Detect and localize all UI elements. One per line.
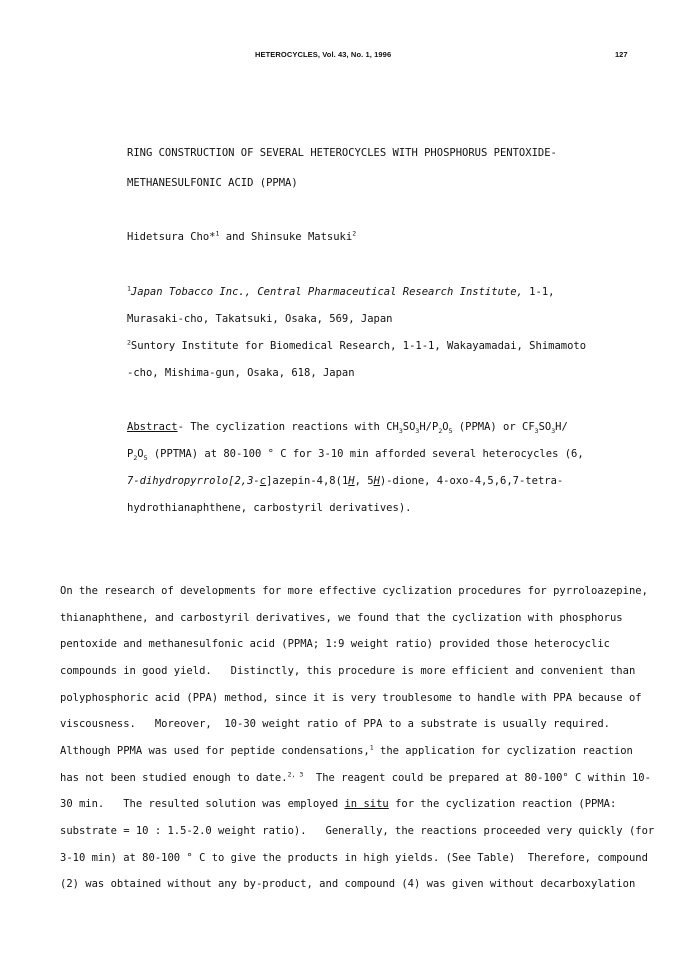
abstract-line-3: 7-dihydropyrrolo[2,3-c]azepin-4,8(1H, 5H)-dione, 4-oxo-4,5,6,7-tetra- [127,475,564,487]
citation-mark: 1 [369,743,374,752]
author-1-affiliation-mark: 1 [215,229,220,238]
running-head: HETEROCYCLES, Vol. 43, No. 1, 1996 [255,50,392,59]
affiliation-1-line-1 [127,286,554,298]
body-line-6: viscousness. Moreover, 10-30 weight ratio of PPA to a substrate is usually required. [60,718,610,730]
article-title-line-2: METHANESULFONIC ACID (PPMA) [127,177,298,189]
abstract-line-2: $P_2O_5$ (PPTMA) at 80-100 ° C for 3-10 min afforded several heterocycles (6, [127,448,584,463]
body-line-8: has not been studied enough to date.$^{2, 3}$ The reagent could be prepared at 80-100° C within 10- [60,770,651,784]
body-line-5: polyphosphoric acid (PPA) method, since it is very troublesome to handle with PPA because of [60,692,642,704]
article-title-line-1: RING CONSTRUCTION OF SEVERAL HETEROCYCLES WITH PHOSPHORUS PENTOXIDE- [127,147,557,159]
body-line-10: substrate = 10 : 1.5-2.0 weight ratio). Generally, the reactions proceeded very quickly (for [60,825,655,837]
affiliation-1-address: 1-1, [522,286,555,298]
body-line-11: 3-10 min) at 80-100 ° C to give the products in high yields. (See Table) Therefore, compound [60,852,648,864]
affiliation-2-name: Suntory Institute for Biomedical Research, 1-1-1, Wakayamadai, Shimamoto [130,340,587,352]
body-line-7: Although PPMA was used for peptide condensations,$^1$ the application for cyclization reaction [60,743,633,757]
author-2-affiliation-mark: 2 [352,229,357,238]
abstract-line-4: hydrothianaphthene, carbostyril derivatives). [127,502,412,514]
citation-mark: 2, 3 [287,770,304,779]
affiliation-1-line-2: Murasaki-cho, Takatsuki, Osaka, 569, Japan [127,313,393,325]
affiliation-1-name: Japan Tobacco Inc., Central Pharmaceutical Research Institute, [130,286,523,298]
body-line-12: (2) was obtained without any by-product, and compound (4) was given without decarboxylation [60,878,636,890]
author-1: Hidetsura Cho* [127,231,216,243]
body-line-3: pentoxide and methanesulfonic acid (PPMA; 1:9 weight ratio) provided those heterocyclic [60,638,610,650]
page-number: 127 [615,50,628,59]
abstract-heading: Abstract [127,421,178,433]
body-line-9: 30 min. The resulted solution was employed in situ for the cyclization reaction (PPMA: [60,798,617,810]
body-line-1: On the research of developments for more effective cyclization procedures for pyrroloazepine, [60,585,648,597]
authors [127,231,356,243]
body-line-4: compounds in good yield. Distinctly, this procedure is more efficient and convenient than [60,665,636,677]
affiliation-2-line-1 [127,340,586,352]
abstract-line-1: Abstract- The cyclization reactions with $CH_3SO_3H/P_2O_5$ (PPMA) or $CF_3SO_3H/$ [127,421,568,436]
author-2: and Shinsuke Matsuki [219,231,353,243]
affiliation-1-mark: 1 [127,284,131,293]
affiliation-2-line-2: -cho, Mishima-gun, Osaka, 618, Japan [127,367,355,379]
body-line-2: thianaphthene, and carbostyril derivatives, we found that the cyclization with phosphorus [60,612,623,624]
affiliation-2-mark: 2 [127,338,131,347]
